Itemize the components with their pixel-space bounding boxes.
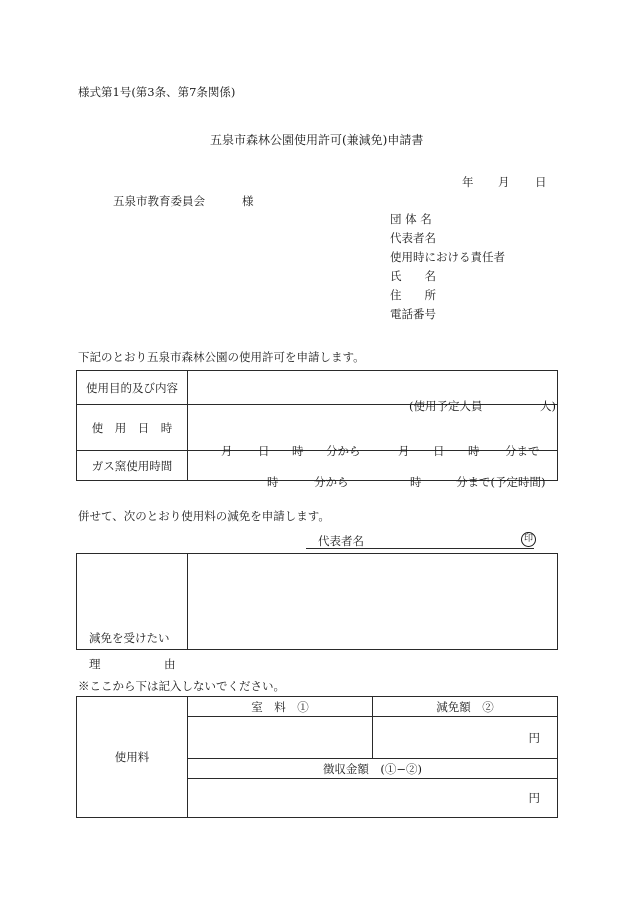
datetime-cell[interactable] <box>188 405 558 458</box>
room-fee-header: 室 料 ① <box>188 697 373 717</box>
office-use-note: ※ここから下は記入しないでください。 <box>78 679 285 693</box>
collected-amount-cell[interactable] <box>188 779 558 818</box>
to-hour: 時 <box>468 443 480 458</box>
fee-label: 使用料 <box>77 697 188 818</box>
name-label: 氏 名 <box>390 269 436 283</box>
form-number: 様式第1号(第3条、第7条関係) <box>78 85 236 99</box>
to-day: 日 <box>433 443 445 458</box>
reason-input-cell[interactable] <box>188 554 558 650</box>
to-minute: 分まで <box>505 443 540 458</box>
purpose-label: 使用目的及び内容 <box>77 371 188 405</box>
kiln-from-hour: 時 <box>267 474 279 489</box>
rep-name-label: 代表者名 <box>318 534 364 548</box>
from-hour: 時 <box>292 443 304 458</box>
date-day-label: 日 <box>535 175 547 189</box>
date-month-label: 月 <box>498 175 510 189</box>
reduction-intro: 併せて、次のとおり使用料の減免を申請します。 <box>78 509 330 523</box>
fee-table <box>76 696 558 818</box>
reason-label-line2-a: 理 <box>89 656 101 671</box>
kiln-to-minute: 分まで(予定時間) <box>456 474 546 489</box>
yen-unit-1: 円 <box>528 730 540 745</box>
address-label: 住 所 <box>390 288 436 302</box>
reduction-amount-cell[interactable] <box>373 717 558 759</box>
kiln-label: ガス窯使用時間 <box>77 451 188 481</box>
group-name-label: 団 体 名 <box>390 212 432 226</box>
reduction-amount-header: 減免額 ② <box>373 697 558 717</box>
planned-people-open: (使用予定人員 <box>409 398 483 413</box>
reason-label-cell <box>77 554 188 671</box>
reason-label-line1: 減免を受けたい <box>89 630 170 645</box>
reduction-table <box>76 553 558 671</box>
kiln-from-minute: 分から <box>314 474 349 489</box>
form-title: 五泉市森林公園使用許可(兼減免)申請書 <box>210 133 424 147</box>
kiln-cell[interactable] <box>188 451 558 489</box>
rep-signature-line[interactable] <box>306 548 534 549</box>
to-month: 月 <box>398 443 410 458</box>
date-year-label: 年 <box>462 175 474 189</box>
usage-table <box>76 370 558 489</box>
purpose-cell[interactable] <box>188 371 558 413</box>
room-fee-cell[interactable] <box>188 717 373 759</box>
from-day: 日 <box>258 443 270 458</box>
representative-label: 代表者名 <box>390 231 436 245</box>
from-month: 月 <box>221 443 233 458</box>
usage-intro: 下記のとおり五泉市森林公園の使用許可を申請します。 <box>78 350 365 364</box>
honorific: 様 <box>242 194 254 208</box>
yen-unit-2: 円 <box>528 791 540 805</box>
reason-label-line2-b: 由 <box>164 656 176 671</box>
planned-people-close: 人) <box>540 398 556 413</box>
phone-label: 電話番号 <box>390 307 436 321</box>
responsible-person-label: 使用時における責任者 <box>390 250 505 264</box>
addressee: 五泉市教育委員会 <box>113 194 205 208</box>
seal-mark: 印 <box>521 532 536 547</box>
kiln-to-hour: 時 <box>410 474 422 489</box>
collected-amount-header: 徴収金額 (①−②) <box>188 759 558 779</box>
datetime-label: 使 用 日 時 <box>77 405 188 451</box>
from-minute: 分から <box>326 443 361 458</box>
